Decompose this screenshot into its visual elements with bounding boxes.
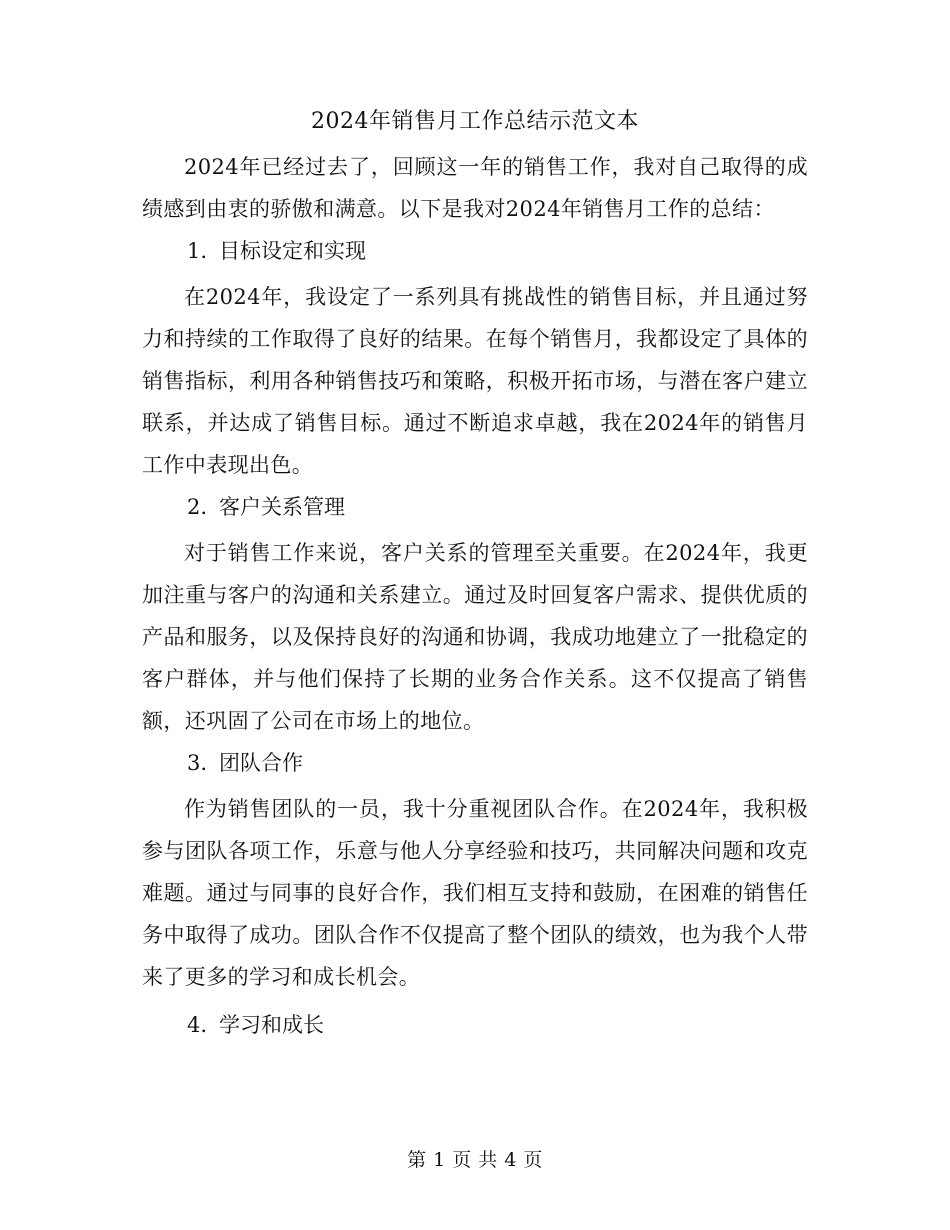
document-title: 2024年销售月工作总结示范文本 <box>311 109 639 134</box>
section-body-3: 作为销售团队的一员，我十分重视团队合作。在2024年，我积极参与团队各项工作，乐意与他人分享经验和技巧，共同解决问题和攻克难题。通过与同事的良好合作，我们相互支持和鼓励，在困难的销售任务中取得了成功。团队合作不仅提高了整个团队的绩效，也为我个人带来了更多的学习和成长机会。 <box>142 797 808 989</box>
section-title: 目标设定和实现 <box>219 239 366 263</box>
section-title: 团队合作 <box>219 751 303 775</box>
section-heading-3 <box>142 742 808 784</box>
section-number: 4. <box>187 1013 208 1037</box>
section-number: 2. <box>187 495 208 519</box>
section-heading-4 <box>142 1004 808 1046</box>
section-number: 1. <box>187 239 208 263</box>
intro-paragraph: 2024年已经过去了，回顾这一年的销售工作，我对自己取得的成绩感到由衷的骄傲和满意。以下是我对2024年销售月工作的总结： <box>142 155 808 221</box>
section-body-1: 在2024年，我设定了一系列具有挑战性的销售目标，并且通过努力和持续的工作取得了良好的结果。在每个销售月，我都设定了具体的销售指标，利用各种销售技巧和策略，积极开拓市场，与潜在客户建立联系，并达成了销售目标。通过不断追求卓越，我在2024年的销售月工作中表现出色。 <box>142 285 808 477</box>
section-heading-2 <box>142 486 808 528</box>
page-footer: 第 1 页 共 4 页 <box>407 1149 543 1171</box>
section-body-2: 对于销售工作来说，客户关系的管理至关重要。在2024年，我更加注重与客户的沟通和关系建立。通过及时回复客户需求、提供优质的产品和服务，以及保持良好的沟通和协调，我成功地建立了一批稳定的客户群体，并与他们保持了长期的业务合作关系。这不仅提高了销售额，还巩固了公司在市场上的地位。 <box>142 541 808 733</box>
document-body <box>142 100 808 1050</box>
section-number: 3. <box>187 751 208 775</box>
section-title: 学习和成长 <box>219 1013 324 1037</box>
section-title: 客户关系管理 <box>219 495 345 519</box>
section-heading-1 <box>142 230 808 272</box>
